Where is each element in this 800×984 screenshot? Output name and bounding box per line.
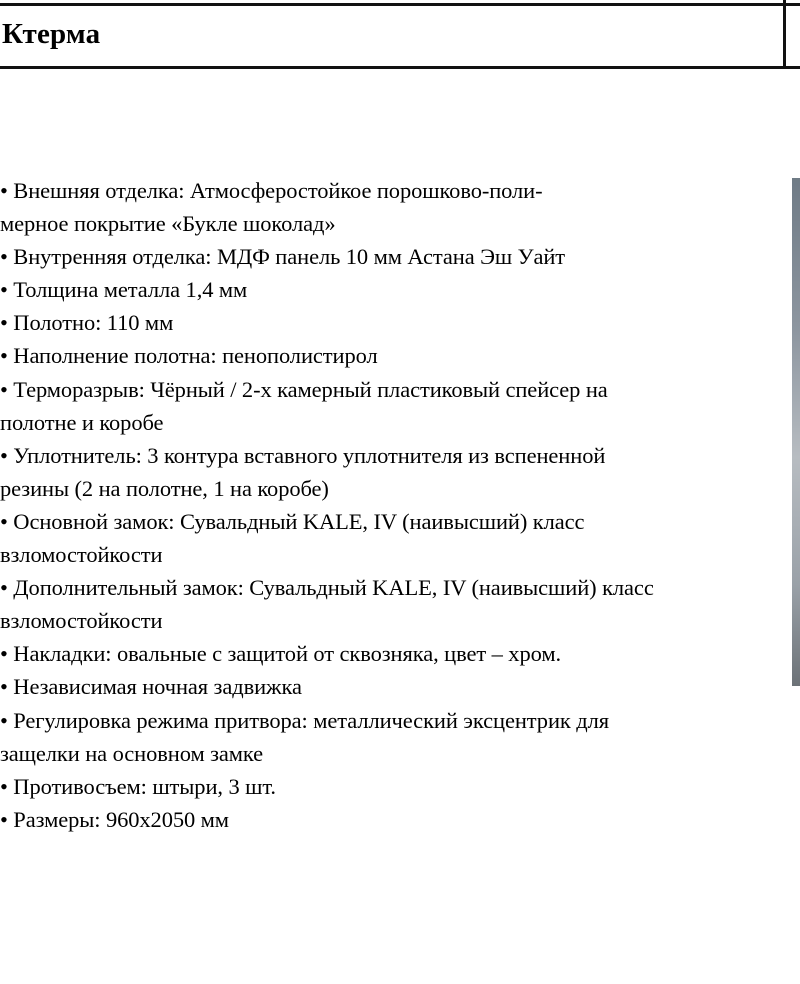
spec-line: • Дополнительный замок: Сувальдный KALE, IV (наивысший) класс: [0, 575, 654, 601]
spec-line: защелки на основном замке: [0, 740, 264, 766]
spec-line: • Размеры: 960х2050 мм: [0, 806, 229, 832]
spec-line: мерное покрытие «Букле шоколад»: [0, 211, 336, 237]
spec-line: • Основной замок: Сувальдный KALE, IV (наивысший) класс: [0, 508, 585, 534]
spec-line: взломостойкости: [0, 542, 163, 568]
spec-line: полотне и коробе: [0, 409, 164, 435]
spec-line: • Накладки: овальные с защитой от сквозняка, цвет – хром.: [0, 641, 561, 667]
spec-line: • Наполнение полотна: пенополистирол: [0, 343, 378, 369]
spec-list: [0, 174, 792, 836]
spec-line: • Противосъем: штыри, 3 шт.: [0, 773, 276, 799]
spec-line: • Уплотнитель: 3 контура вставного уплотнителя из вспененной: [0, 442, 606, 468]
spec-line: • Регулировка режима притвора: металлический эксцентрик для: [0, 707, 609, 733]
door-photo-edge: [792, 178, 800, 686]
spec-line: • Полотно: 110 мм: [0, 310, 174, 336]
spec-line: • Внешняя отделка: Атмосферостойкое порошково-поли-: [0, 178, 543, 203]
spec-line: • Внутренняя отделка: МДФ панель 10 мм Астана Эш Уайт: [0, 244, 566, 270]
spec-line: резины (2 на полотне, 1 на коробе): [0, 475, 329, 501]
spec-line: • Независимая ночная задвижка: [0, 674, 302, 700]
spec-line: • Толщина металла 1,4 мм: [0, 277, 248, 303]
table-column-divider: [783, 0, 786, 69]
table-top-border: [0, 3, 800, 6]
product-title: Ктерма: [2, 18, 101, 50]
table-header-border: [0, 66, 800, 69]
spec-line: взломостойкости: [0, 608, 163, 634]
spec-line: • Терморазрыв: Чёрный / 2-х камерный пластиковый спейсер на: [0, 376, 608, 402]
